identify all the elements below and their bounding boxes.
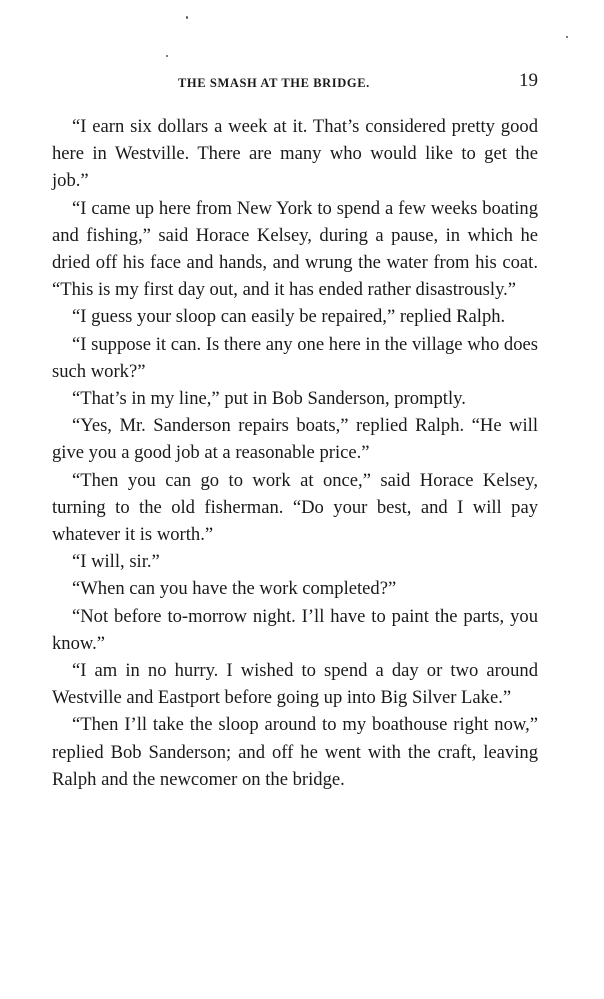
paragraph: “Then you can go to work at once,” said Horace Kelsey, turning to the old fisherman. “Do your best, and I will pay whatever it is worth.” bbox=[52, 469, 538, 546]
scan-speck bbox=[566, 36, 568, 38]
paragraph: “I guess your sloop can easily be repaired,” replied Ralph. bbox=[72, 306, 506, 328]
paragraph: “I am in no hurry. I wished to spend a day or two around Westville and Eastport before going up into Big Silver Lake.” bbox=[52, 660, 538, 709]
paragraph: “That’s in my line,” put in Bob Sanderson, promptly. bbox=[72, 388, 466, 410]
paragraph: “Then I’ll take the sloop around to my boathouse right now,” replied Bob Sanderson; and off he went with the craft, leaving Ralph and the newcomer on the bridge. bbox=[52, 714, 538, 790]
paragraph: “Yes, Mr. Sanderson repairs boats,” replied Ralph. “He will give you a good job at a reasonable price.” bbox=[52, 415, 538, 464]
scan-speck bbox=[186, 16, 188, 19]
paragraph: “I came up here from New York to spend a few weeks boating and fishing,” said Horace Kelsey, during a pause, in which he dried off his face and hands, and wrung the water from his coat. “This is my first day out, and it has ended rather disastrously.” bbox=[52, 197, 538, 301]
page-number: 19 bbox=[519, 70, 538, 91]
paragraph: “Not before to-morrow night. I’ll have to paint the parts, you know.” bbox=[52, 605, 538, 654]
paragraph: “I will, sir.” bbox=[72, 551, 160, 573]
running-head: THE SMASH AT THE BRIDGE. bbox=[178, 76, 370, 90]
paragraph: “When can you have the work completed?” bbox=[72, 578, 397, 600]
paragraph: “I suppose it can. Is there any one here in the village who does such work?” bbox=[52, 333, 538, 382]
body-text bbox=[52, 113, 538, 793]
page-header bbox=[52, 68, 538, 98]
paragraph: “I earn six dollars a week at it. That’s considered pretty good here in Westville. There are many who would like to get the job.” bbox=[52, 116, 538, 192]
scan-speck bbox=[166, 55, 168, 57]
